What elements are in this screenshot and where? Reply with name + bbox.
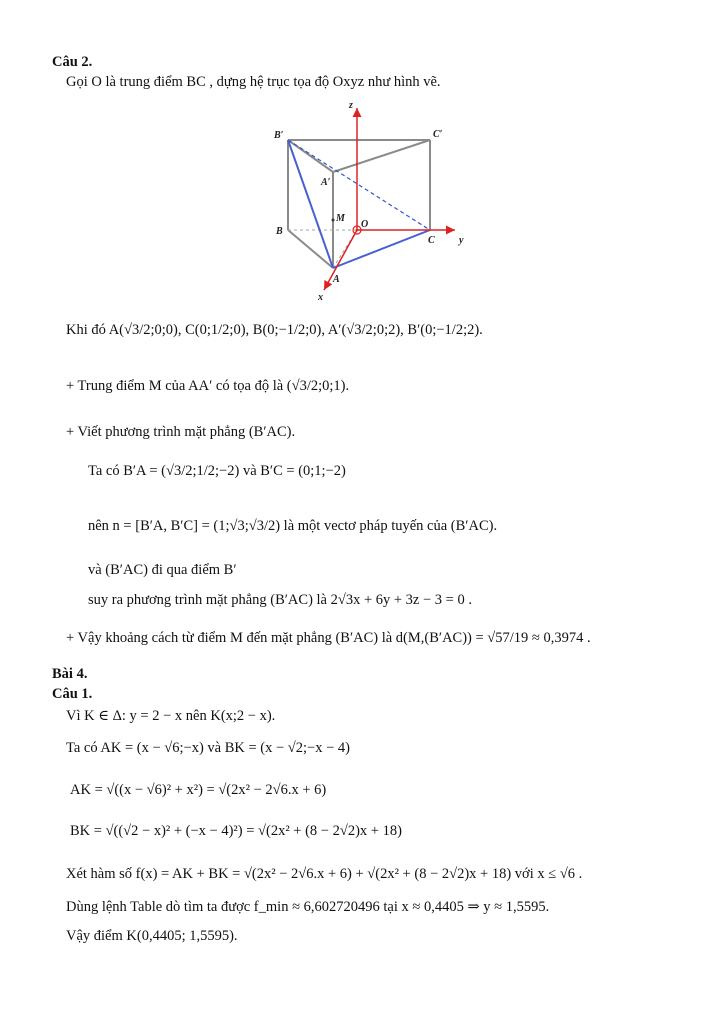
plane-heading: + Viết phương trình mặt phẳng (B′AC). [66,424,296,440]
cau2-title: Câu 2. [52,54,93,70]
ak-bk-line: Ta có AK = (x − √6;−x) và BK = (x − √2;−x − 4) [66,740,350,756]
normal-line: nên n = [B′A, B′C] = (1;√3;√3/2) là một vectơ pháp tuyến của (B′AC). [88,518,498,534]
k-line: Vì K ∈ Δ: y = 2 − x nên K(x;2 − x). [66,708,276,724]
prism-figure [268,95,478,305]
label-a: A [333,274,340,285]
conclusion-line: Vậy điểm K(0,4405; 1,5595). [66,928,238,944]
table-line: Dùng lệnh Table dò tìm ta được f_min ≈ 6,602720496 tại x ≈ 0,4405 ⇒ y ≈ 1,5595. [66,899,550,915]
label-c: C [428,235,435,246]
distance-line: + Vậy khoảng cách từ điểm M đến mặt phẳng (B′AC) là d(M,(B′AC)) = √57/19 ≈ 0,3974 . [66,630,591,646]
ak-line: AK = √((x − √6)² + x²) = √(2x² − 2√6.x + 6) [70,782,327,798]
vectors-line: Ta có B′A = (√3/2;1/2;−2) và B′C = (0;1;−2) [88,463,346,479]
midpoint-line: + Trung điểm M của AA′ có tọa độ là (√3/2;0;1). [66,378,350,394]
label-b-prime: B′ [274,130,284,141]
label-y: y [459,235,464,246]
cau1-title: Câu 1. [52,686,93,702]
coords-line: Khi đó A(√3/2;0;0), C(0;1/2;0), B(0;−1/2;0), A′(√3/2;0;2), B′(0;−1/2;2). [66,322,483,338]
label-x: x [318,292,323,303]
label-c-prime: C′ [433,129,443,140]
label-a-prime: A′ [321,177,331,188]
bai4-title: Bài 4. [52,666,88,682]
cau2-intro: Gọi O là trung điểm BC , dựng hệ trục tọa độ Oxyz như hình vẽ. [66,74,441,90]
plane-eq-line: suy ra phương trình mặt phẳng (B′AC) là 2√3x + 6y + 3z − 3 = 0 . [88,592,472,608]
label-b: B [276,226,283,237]
label-o: O [361,219,369,230]
f-line: Xét hàm số f(x) = AK + BK = √(2x² − 2√6.x + 6) + √(2x² + (8 − 2√2)x + 18) với x ≤ √6 . [66,866,583,882]
bk-line: BK = √((√2 − x)² + (−x − 4)²) = √(2x² + (8 − 2√2)x + 18) [70,823,402,839]
label-z: z [349,100,353,111]
passes-line: và (B′AC) đi qua điểm B′ [88,562,237,578]
label-m: M [336,213,345,224]
